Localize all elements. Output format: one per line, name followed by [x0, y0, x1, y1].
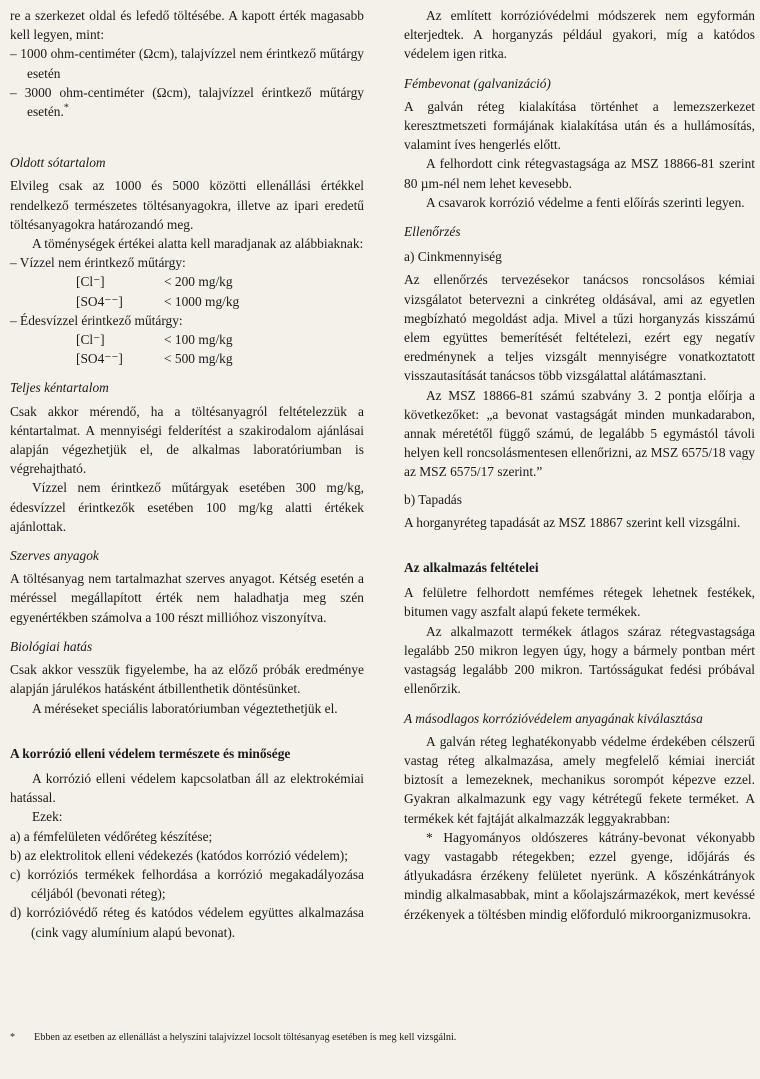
ion-cell: [Cl⁻]: [76, 332, 105, 348]
right-column: [404, 6, 755, 924]
paragraph: Elvileg csak az 1000 és 5000 közötti ellenállási értékkel rendelkező természetes töltésanyagokra, illetve az ipari eredetű töltésanyagokra határozandó meg.: [10, 178, 364, 232]
paragraph: A töménységek értékei alatta kell maradjanak az alábbiaknak:: [32, 236, 364, 252]
ion-cell: [Cl⁻]: [76, 274, 105, 290]
paragraph: A horganyréteg tapadását az MSZ 18867 szerint kell vizsgálni.: [404, 514, 741, 530]
section-heading: Szerves anyagok: [10, 548, 99, 564]
section-heading: Ellenőrzés: [404, 224, 461, 240]
limit-cell: < 500 mg/kg: [164, 351, 233, 367]
paragraph: Az alkalmazott termékek átlagos száraz rétegvastagsága legalább 250 mikron legyen úgy, hogy a bármely pontban mért vastagság legalább 200 mikron. Tartósságukat fedési próbával ellenőrzik.: [404, 623, 755, 697]
paragraph: Csak akkor mérendő, ha a töltésanyagról feltételezzük a kéntartalmat. A mennyiségi felderítést a szakirodalom ajánlásai alapján végezhetjük el, de alkalmas laboratóriumban is végrehajtható.: [10, 403, 364, 477]
section-heading: Teljes kéntartalom: [10, 380, 109, 396]
limit-table: [76, 330, 364, 368]
section-heading: Biológiai hatás: [10, 638, 93, 654]
paragraph: A méréseket speciális laboratóriumban végeztethetjük el.: [32, 700, 338, 716]
limit-cell: < 100 mg/kg: [164, 332, 233, 348]
paragraph: A galván réteg kialakítása történhet a lemezszerkezet keresztmetszeti formájának kialakítása után és a hullámosítás, valamint íves hengerlés előtt.: [404, 98, 755, 153]
list-item: – 3000 ohm-centiméter (Ωcm), talajvízzel érintkező műtárgy esetén.*: [10, 84, 364, 120]
paragraph: re a szerkezet oldal és lefedő töltésébe. A kapott érték magasabb kell legyen, mint:: [10, 8, 364, 43]
limit-cell: < 1000 mg/kg: [164, 293, 240, 309]
paragraph: Vízzel nem érintkező műtárgyak esetében 300 mg/kg, édesvízzel érintkezők esetében 100 mg/kg alatti értékek ajánlottak.: [10, 480, 364, 534]
limit-cell: < 200 mg/kg: [164, 274, 233, 290]
left-column: [10, 6, 364, 942]
limit-table: [76, 272, 364, 310]
paragraph: Ezek:: [32, 809, 63, 825]
list-item: d) korrózióvédő réteg és katódos védelem együttes alkalmazása (cink vagy alumínium alapú bevonat).: [10, 905, 364, 940]
section-heading: A másodlagos korrózióvédelem anyagának kiválasztása: [404, 710, 703, 726]
list-item: a) a fémfelületen védőréteg készítése;: [10, 828, 213, 844]
paragraph: Az említett korrózióvédelmi módszerek nem egyformán elterjedtek. A horganyzás például gyakori, míg a katódos védelem igen ritka.: [404, 8, 755, 62]
paragraph: Az ellenőrzés tervezésekor tanácsos roncsolásos kémiai vizsgálatot betervezni a cinkréteg oldásával, ami az egyetlen megbízható megoldást adja. Mivel a tűzi horganyzás kisszámú elem együttes bemerítését feltételezi, ezért egy negatív eredménynek a teljes vizsgált mennyiségre vonatkoztatott visszautasítását tanácsos több vizsgálattal alátámasztani.: [404, 272, 755, 384]
section-heading: Fémbevonat (galvanizáció): [404, 75, 551, 91]
ion-cell: [SO4⁻⁻]: [76, 351, 123, 367]
list-item: c) korróziós termékek felhordása a korrózió megakadályozása céljából (bevonati réteg);: [10, 866, 364, 902]
ion-cell: [SO4⁻⁻]: [76, 293, 123, 309]
paragraph: A felületre felhordott nemfémes rétegek lehetnek festékek, bitumen vagy aszfalt alapú fekete termékek.: [404, 585, 755, 620]
footnote: [10, 1031, 750, 1045]
section-heading: Oldott sótartalom: [10, 155, 106, 171]
footnote-marker: *: [10, 1032, 16, 1043]
paragraph: Az MSZ 18866-81 számú szabvány 3. 2 pontja előírja a következőket: „a bevonat vastagságát minden munkadarabon, annak méretétől függő számú, de legalább 5 egymástól távoli helyen kell roncsolásmentesen ellenőrizni, az MSZ 6575/18 vagy az MSZ 6575/17 szerint.”: [404, 387, 755, 480]
list-item: b) az elektrolitok elleni védekezés (katódos korrózió védelem);: [10, 847, 348, 863]
paragraph: A töltésanyag nem tartalmazhat szerves anyagot. Kétség esetén a méréssel megállapított érték nem haladhatja meg szén egyenértékben számolva a 100 részt millióhoz viszonyítva.: [10, 571, 364, 625]
footnote-marker: *: [63, 102, 69, 114]
section-heading-bold: Az alkalmazás feltételei: [404, 560, 539, 576]
paragraph: A csavarok korrózió védelme a fenti előírás szerinti legyen.: [426, 194, 745, 210]
subheading: a) Cinkmennyiség: [404, 249, 502, 265]
paragraph: * Hagyományos oldószeres kátrány-bevonat vékonyabb vagy vastagabb rétegekben; ezzel gyenge, időjárás és átlyukadásra érzékeny felületet nyerünk. A kőszénkátrányok mindig alkalmasabbak, mint a kőolajszármazékok, mert kevéssé érzékenyek a töltésben mindig előforduló mikroorganizmusokra.: [404, 829, 755, 922]
section-heading-bold: A korrózió elleni védelem természete és minősége: [10, 745, 291, 761]
subheading: b) Tapadás: [404, 491, 462, 507]
paragraph: A galván réteg leghatékonyabb védelme érdekében célszerű vastag réteg alkalmazása, amely megfelelő kémiai inerciát biztosít a lemezeknek, mechanikus sorompót képezve ezzel. Gyakran alkalmazunk egy vagy kétrétegű fekete terméket. A termékek két fajtáját alkalmazzák leggyakrabban:: [404, 733, 755, 826]
paragraph: A felhordott cink rétegvastagsága az MSZ 18866-81 szerint 80 µm-nél nem lehet kevesebb.: [404, 156, 755, 191]
footnote-text: Ebben az esetben az ellenállást a helyszíni talajvízzel locsolt töltésanyag esetében is meg kell vizsgálni.: [34, 1032, 457, 1043]
paragraph: A korrózió elleni védelem kapcsolatban áll az elektrokémiai hatással.: [10, 770, 364, 806]
list-item: – Vízzel nem érintkező műtárgy:: [10, 255, 186, 271]
list-item: – 1000 ohm-centiméter (Ωcm), talajvízzel nem érintkező műtárgy esetén: [10, 46, 364, 81]
list-item: – Édesvízzel érintkező műtárgy:: [10, 312, 183, 328]
paragraph: Csak akkor vesszük figyelembe, ha az előző próbák eredménye alapján járulékos hatásként átbillenthetik döntésünket.: [10, 662, 364, 697]
